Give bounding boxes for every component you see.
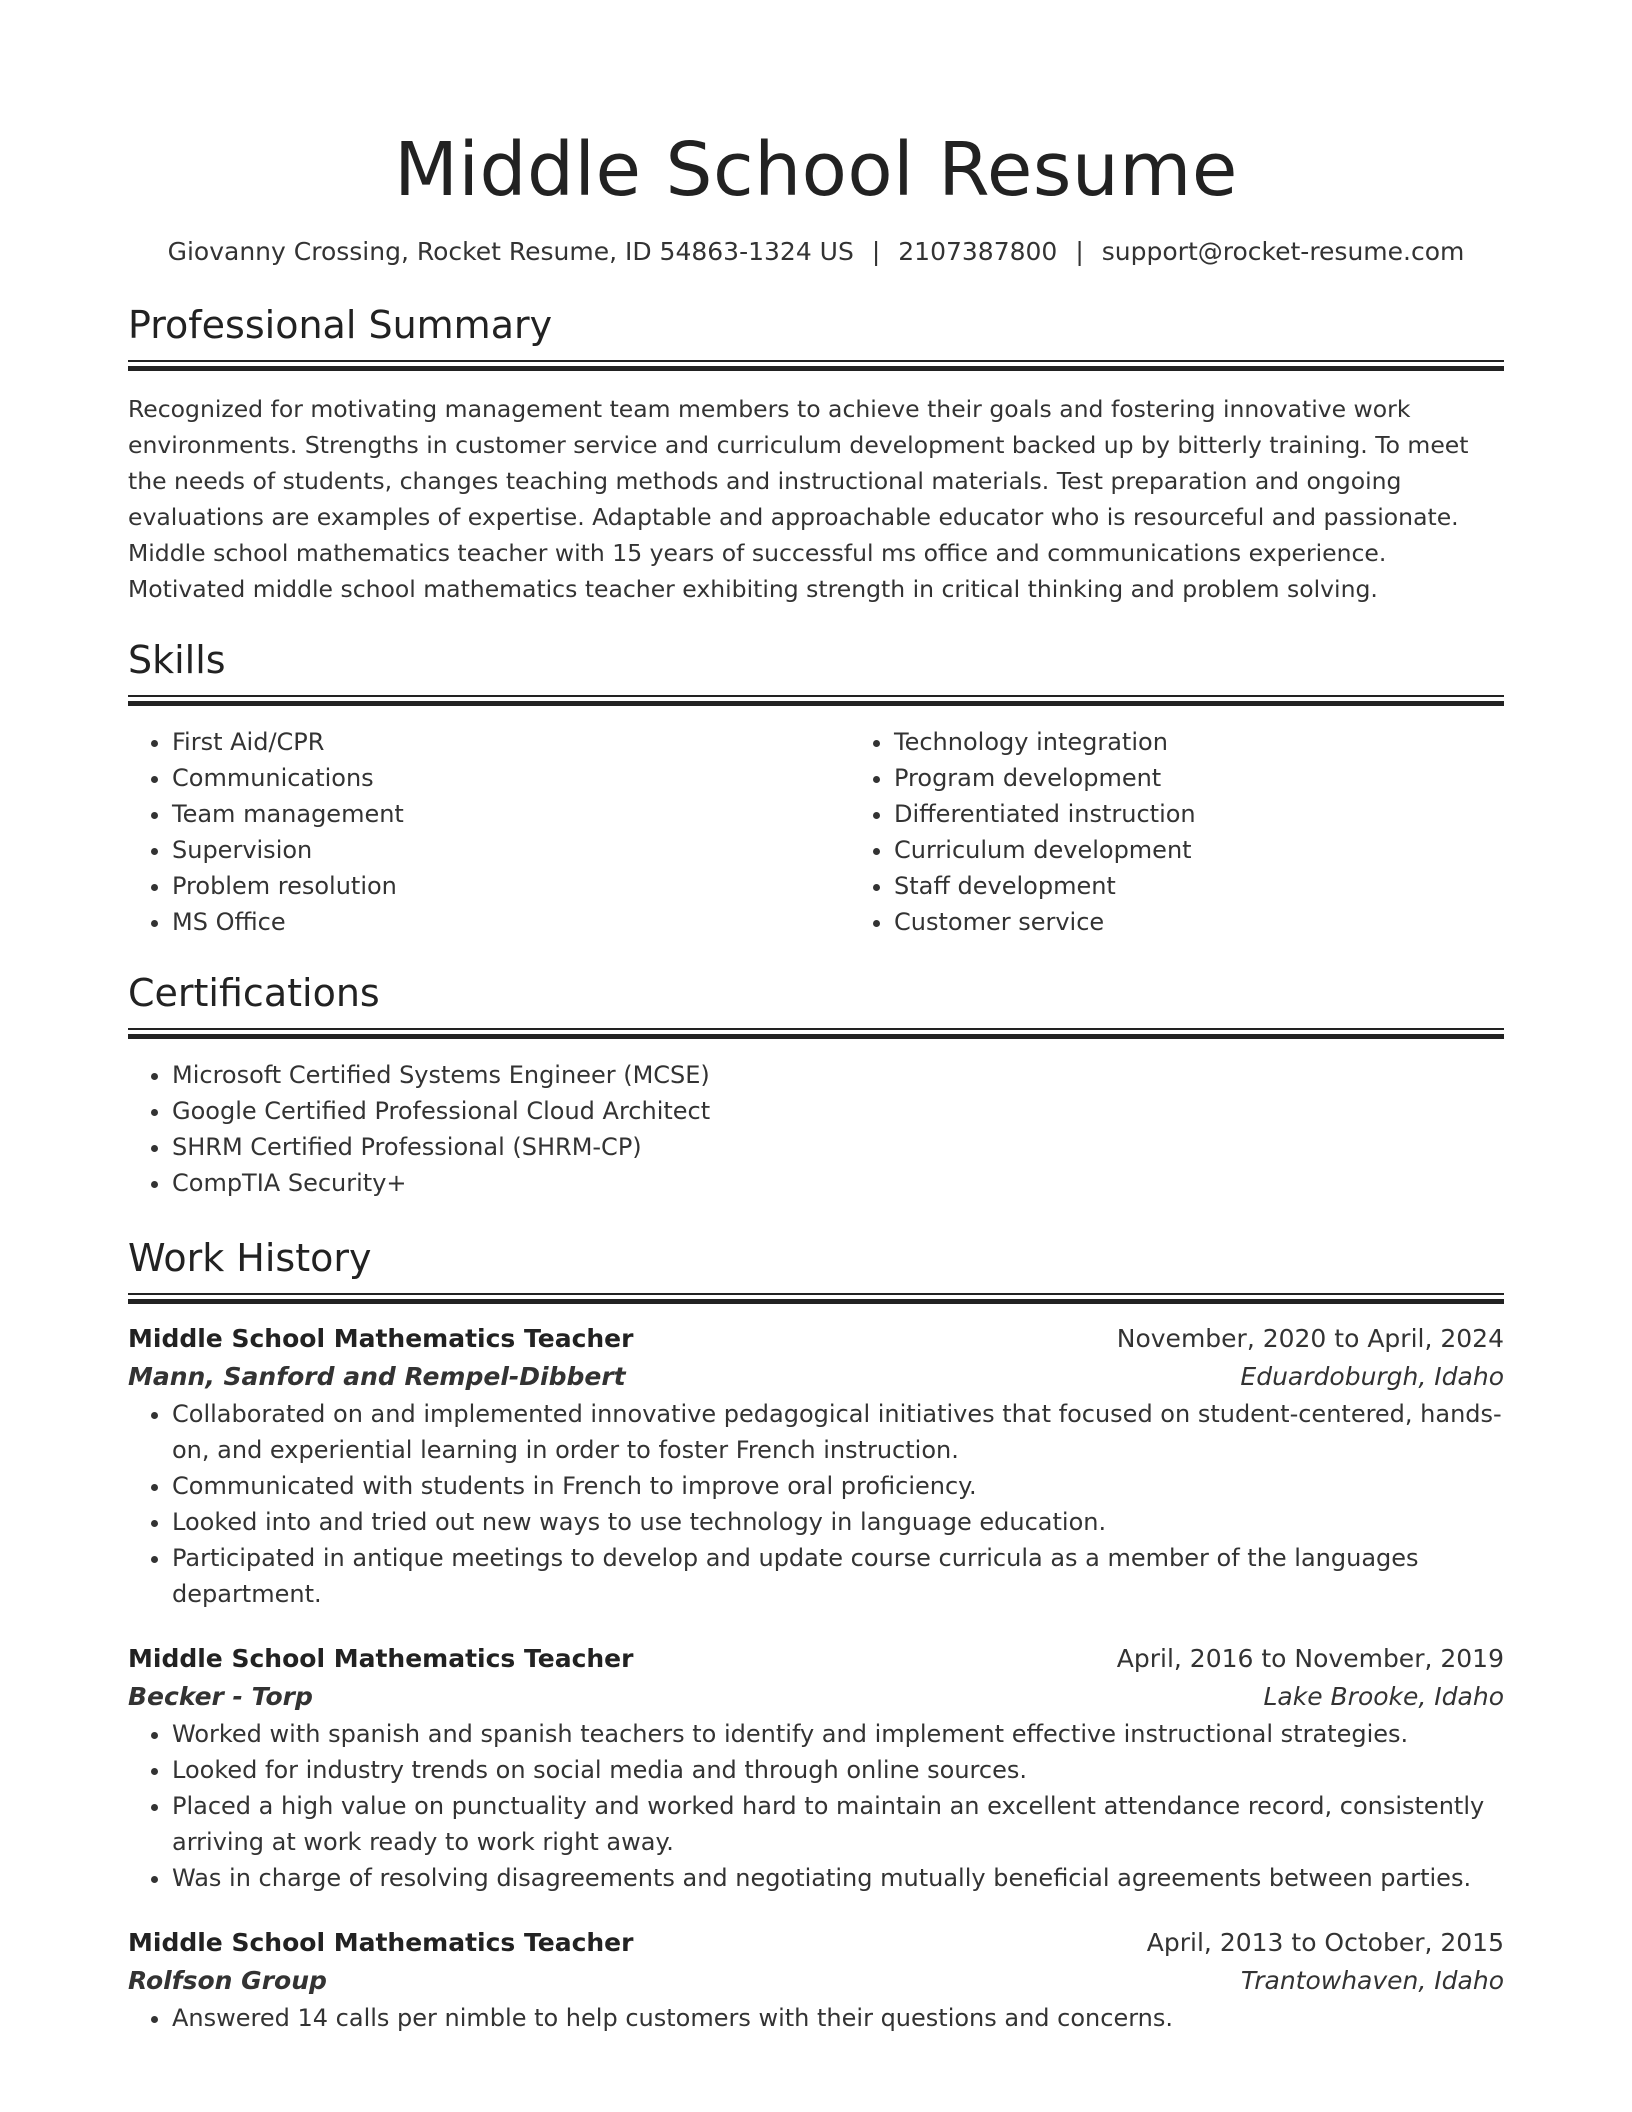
job-bullet: • Looked into and tried out new ways to use technology in language education.	[172, 1504, 1504, 1540]
job-bullet: • Looked for industry trends on social media and through online sources.	[172, 1752, 1504, 1788]
section-heading-work-history: Work History	[128, 1236, 372, 1280]
contact-email: support@rocket-resume.com	[1101, 237, 1465, 266]
section-divider	[128, 695, 1504, 706]
job-bullet-list	[128, 1716, 1504, 1896]
section-divider	[128, 360, 1504, 371]
skill-item: • Problem resolution	[172, 868, 850, 904]
job-subheader	[128, 1678, 1504, 1716]
job-subheader	[128, 1358, 1504, 1396]
certification-item: • CompTIA Security+	[172, 1165, 1504, 1201]
skill-item: • Staff development	[894, 868, 1572, 904]
section-divider	[128, 1293, 1504, 1304]
contact-line	[128, 236, 1504, 268]
skill-item: • Technology integration	[894, 724, 1572, 760]
job-entry	[128, 1924, 1504, 2036]
skill-item: • Communications	[172, 760, 850, 796]
section-heading-certifications: Certifications	[128, 971, 380, 1015]
resume-page	[128, 0, 1504, 2036]
skill-item: • Supervision	[172, 832, 850, 868]
skills-grid	[128, 724, 1504, 940]
skills-section	[128, 637, 1504, 940]
skill-item: • Curriculum development	[894, 832, 1572, 868]
certifications-section	[128, 970, 1504, 1201]
job-bullet: • Collaborated on and implemented innovative pedagogical initiatives that focused on student-centered, hands-on, and experiential learning in order to foster French instruction.	[172, 1396, 1504, 1468]
job-dates: April, 2016 to November, 2019	[1116, 1644, 1504, 1673]
job-company: Rolfson Group	[128, 1966, 327, 1995]
skill-item: • First Aid/CPR	[172, 724, 850, 760]
job-company: Mann, Sanford and Rempel-Dibbert	[128, 1362, 626, 1391]
resume-title: Middle School Resume	[394, 127, 1238, 213]
job-bullet: • Worked with spanish and spanish teachers to identify and implement effective instructional strategies.	[172, 1716, 1504, 1752]
contact-separator: |	[871, 237, 881, 266]
work-history-section	[128, 1235, 1504, 2036]
job-location: Eduardoburgh, Idaho	[1240, 1362, 1504, 1391]
section-heading-skills: Skills	[128, 638, 226, 682]
section-divider	[128, 1028, 1504, 1039]
job-bullet: • Placed a high value on punctuality and worked hard to maintain an excellent attendance record, consistently arriving at work ready to work right away.	[172, 1788, 1504, 1860]
job-header	[128, 1924, 1504, 1962]
certification-item: • Google Certified Professional Cloud Architect	[172, 1093, 1504, 1129]
job-bullet: • Participated in antique meetings to develop and update course curricula as a member of the languages department.	[172, 1540, 1504, 1612]
job-dates: April, 2013 to October, 2015	[1146, 1928, 1504, 1957]
job-location: Lake Brooke, Idaho	[1263, 1682, 1504, 1711]
skill-item: • MS Office	[172, 904, 850, 940]
job-bullet: • Communicated with students in French to improve oral proficiency.	[172, 1468, 1504, 1504]
job-subheader	[128, 1962, 1504, 2000]
summary-section	[128, 302, 1504, 607]
skills-list-left	[128, 724, 850, 940]
section-heading-summary: Professional Summary	[128, 303, 553, 347]
job-entry	[128, 1320, 1504, 1612]
skill-item: • Program development	[894, 760, 1572, 796]
certification-item: • SHRM Certified Professional (SHRM-CP)	[172, 1129, 1504, 1165]
job-title: Middle School Mathematics Teacher	[128, 1324, 634, 1353]
contact-address: Giovanny Crossing, Rocket Resume, ID 54863-1324 US	[167, 237, 854, 266]
skill-item: • Team management	[172, 796, 850, 832]
skill-item: • Customer service	[894, 904, 1572, 940]
skills-list-right	[850, 724, 1572, 940]
job-location: Trantowhaven, Idaho	[1240, 1966, 1504, 1995]
certification-item: • Microsoft Certified Systems Engineer (MCSE)	[172, 1057, 1504, 1093]
job-bullet-list	[128, 1396, 1504, 1612]
summary-text: Recognized for motivating management team members to achieve their goals and fostering innovative work environments. Strengths in customer service and curriculum development backed up by bitterly training. To meet the needs of students, changes teaching methods and instructional materials. Test preparation and ongoing evaluations are examples of expertise. Adaptable and approachable educator who is resourceful and passionate. Middle school mathematics teacher with 15 years of successful ms office and communications experience. Motivated middle school mathematics teacher exhibiting strength in critical thinking and problem solving.	[128, 395, 1469, 603]
job-title: Middle School Mathematics Teacher	[128, 1644, 634, 1673]
job-company: Becker - Torp	[128, 1682, 313, 1711]
job-header	[128, 1640, 1504, 1678]
job-dates: November, 2020 to April, 2024	[1116, 1324, 1504, 1353]
job-title: Middle School Mathematics Teacher	[128, 1928, 634, 1957]
job-entry	[128, 1640, 1504, 1896]
skill-item: • Differentiated instruction	[894, 796, 1572, 832]
contact-separator: |	[1075, 237, 1084, 266]
job-bullet: • Was in charge of resolving disagreements and negotiating mutually beneficial agreements between parties.	[172, 1860, 1504, 1896]
job-bullet: • Answered 14 calls per nimble to help customers with their questions and concerns.	[172, 2000, 1504, 2036]
job-bullet-list	[128, 2000, 1504, 2036]
contact-phone: 2107387800	[898, 237, 1058, 266]
certifications-list	[128, 1057, 1504, 1201]
job-header	[128, 1320, 1504, 1358]
